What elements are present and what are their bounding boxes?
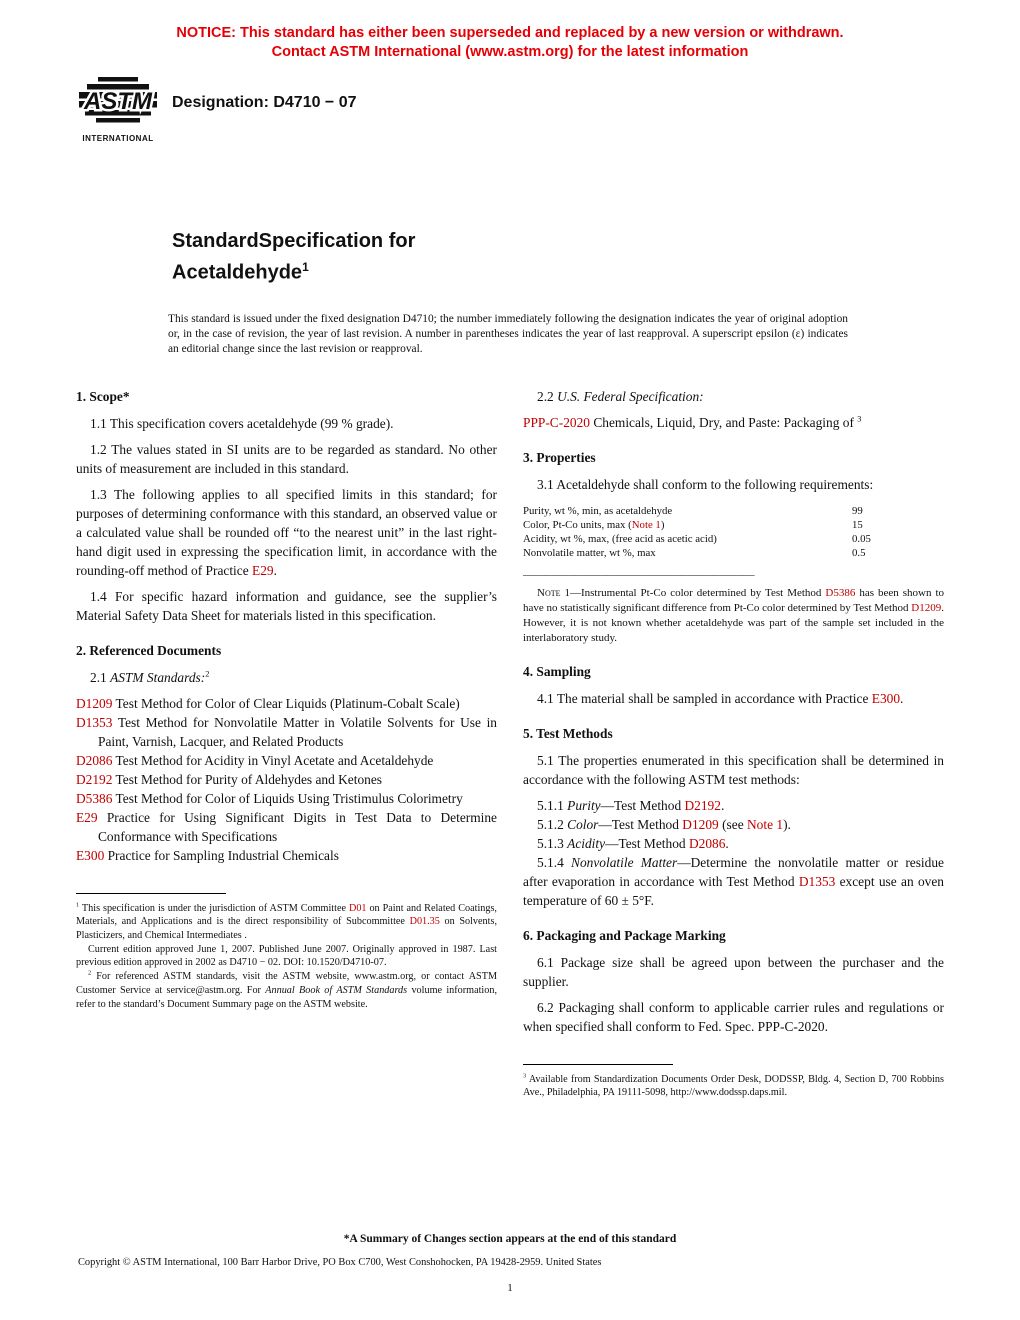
text-segment: Test Method for Color of Liquids Using Tristimulus Colorimetry — [112, 790, 463, 806]
std-ref-link[interactable]: E29 — [252, 562, 274, 578]
text-segment: . However, it is not known whether acetaldehyde was part of the sample set included in the interlaboratory study. — [523, 601, 944, 644]
std-ref-link[interactable]: D1209 — [911, 601, 942, 614]
text-segment: Current edition approved June 1, 2007. Published June 2007. Originally approved in 1987. Last previous edition approved in 2002 as D4710 − 02. DOI: 10.1520/D4710-07. — [76, 943, 497, 969]
property-label — [523, 532, 852, 546]
page-number: 1 — [507, 1282, 513, 1294]
text-segment: Test Method for Purity of Aldehydes and Ketones — [112, 771, 383, 787]
referenced-standard-item — [76, 770, 497, 789]
copyright-line: Copyright © ASTM International, 100 Barr Harbor Drive, PO Box C700, West Conshohocken, PA 19428-2959. United States — [78, 1257, 602, 1268]
properties-row — [523, 518, 944, 532]
text-segment: 2 — [88, 969, 92, 977]
text-segment: Nonvolatile matter, wt %, max — [523, 546, 656, 559]
title-block — [172, 228, 1020, 286]
section-5-heading: 5. Test Methods — [523, 725, 613, 741]
std-ref-link[interactable]: D2192 — [76, 771, 113, 787]
para-5-1-4 — [523, 853, 944, 910]
std-ref-link[interactable]: D5386 — [825, 586, 856, 599]
text-segment: Chemicals, Liquid, Dry, and Paste: Packaging of — [589, 414, 858, 430]
property-value: 99 — [852, 504, 863, 517]
right-column — [523, 387, 944, 1100]
section-3-heading: 3. Properties — [523, 449, 596, 465]
text-segment: 4.1 The material shall be sampled in accordance with Practice — [537, 690, 872, 706]
text-segment: Purity — [567, 797, 601, 813]
text-segment: Test Method for Nonvolatile Matter in Volatile Solvents for Use in Paint, Varnish, Lacquer, and Related Products — [98, 714, 497, 749]
property-label — [523, 546, 852, 560]
std-ref-link[interactable]: PPP-C-2020 — [523, 414, 590, 430]
astm-logo — [76, 76, 160, 143]
properties-row — [523, 504, 944, 518]
text-segment: on Paint and Related Coatings, Materials, and Applications and is the direct responsibility of Subcommittee — [76, 902, 497, 928]
std-ref-link[interactable]: E29 — [76, 809, 98, 825]
footnote-2 — [76, 970, 497, 1011]
text-segment: Test Method for Color of Clear Liquids (Platinum-Cobalt Scale) — [112, 695, 460, 711]
referenced-standard-item — [76, 713, 497, 751]
text-segment: 5.1.4 — [537, 854, 572, 870]
text-segment: Practice for Using Significant Digits in Test Data to Determine Conformance with Specifications — [97, 809, 497, 844]
text-segment: ASTM Standards: — [110, 669, 206, 685]
doc-title-line-1: StandardSpecification for — [172, 230, 416, 252]
para-4-1 — [523, 689, 944, 708]
text-segment: 2 — [205, 669, 210, 679]
text-segment: volume information, refer to the standard’s Document Summary page on the ASTM website. — [76, 984, 497, 1010]
title-footnote-mark: 1 — [302, 260, 309, 274]
text-segment: 3 — [523, 1072, 527, 1080]
std-ref-link[interactable]: D5386 — [76, 790, 113, 806]
std-ref-link[interactable]: D2192 — [684, 797, 721, 813]
text-segment: on Solvents, Plasticizers, and Chemical Intermediates . — [76, 916, 497, 942]
text-segment: Acidity, wt %, max, (free acid as acetic acid) — [523, 532, 717, 545]
text-segment: Note 1 — [537, 586, 570, 599]
para-1-1 — [76, 414, 497, 433]
text-segment: 1.4 For specific hazard information and guidance, see the supplier’s Material Safety Data Sheet for materials listed in this specification. — [76, 588, 497, 623]
std-ref-link[interactable]: Note 1 — [747, 816, 784, 832]
footnote-divider — [76, 893, 226, 894]
property-value: 0.05 — [852, 532, 871, 545]
section-4-heading: 4. Sampling — [523, 663, 591, 679]
text-segment: 5.1.2 — [537, 816, 568, 832]
property-label — [523, 518, 852, 532]
doc-title-word: Acetaldehyde — [172, 261, 303, 284]
section-1-heading: 1. Scope* — [76, 388, 130, 404]
text-segment: 3 — [857, 414, 862, 424]
footnote-divider — [523, 1064, 673, 1065]
text-segment: 6.1 Package size shall be agreed upon between the purchaser and the supplier. — [523, 954, 944, 989]
std-ref-link[interactable]: E300 — [871, 690, 901, 706]
text-segment: 5.1 The properties enumerated in this specification shall be determined in accordance with the following ASTM test methods: — [523, 752, 944, 787]
designation: Designation: D4710 − 07 — [172, 94, 357, 111]
notice-line-1: NOTICE: This standard has either been superseded and replaced by a new version or withdrawn. — [176, 25, 844, 41]
para-6-2 — [523, 998, 944, 1036]
page-footer — [0, 1233, 1020, 1294]
property-label — [523, 504, 852, 518]
std-ref-link[interactable]: D01.35 — [409, 916, 440, 928]
text-segment: except use an oven temperature of 60 ± 5°F. — [523, 873, 944, 908]
text-segment: ). — [783, 816, 791, 832]
issuance-statement: This standard is issued under the fixed designation D4710; the number immediately following the designation indicates the year of original adoption or, in the case of revision, the year of last revision. A number in parentheses indicates the year of last reapproval. A superscript epsilon (ε) indicates an editorial change since the last revision or reapproval. — [168, 312, 848, 355]
std-ref-link[interactable]: D2086 — [688, 835, 726, 851]
text-segment: has been shown to have no statistically significant difference from Pt-Co color determined by Test Method — [523, 586, 944, 614]
properties-row — [523, 532, 944, 546]
text-segment: 2.2 — [537, 388, 558, 404]
std-ref-link[interactable]: D1209 — [682, 816, 719, 832]
footnote-3 — [523, 1073, 944, 1100]
std-ref-link[interactable]: Note 1 — [631, 518, 661, 531]
para-5-1-2 — [523, 815, 944, 834]
doc-title-line-2 — [172, 254, 1020, 286]
text-segment: Acidity — [567, 835, 606, 851]
left-column — [76, 387, 497, 1100]
footnote-1-edition — [76, 943, 497, 970]
para-3-1 — [523, 475, 944, 494]
section-2-heading: 2. Referenced Documents — [76, 642, 222, 658]
text-segment: 3.1 Acetaldehyde shall conform to the following requirements: — [537, 476, 874, 492]
text-segment: 5.1.1 — [537, 797, 568, 813]
referenced-standard-item — [76, 789, 497, 808]
property-value: 0.5 — [852, 546, 866, 559]
std-ref-link[interactable]: D1209 — [76, 695, 113, 711]
referenced-standard-item — [76, 694, 497, 713]
std-ref-link[interactable]: D1353 — [798, 873, 836, 889]
text-segment: —Test Method — [598, 816, 683, 832]
text-segment: Practice for Sampling Industrial Chemicals — [104, 847, 339, 863]
referenced-standard-item — [76, 808, 497, 846]
text-segment: U.S. Federal Specification: — [557, 388, 704, 404]
properties-table — [523, 504, 944, 560]
para-5-1-3 — [523, 834, 944, 853]
std-ref-link[interactable]: D01 — [348, 902, 367, 914]
note-1 — [523, 586, 944, 646]
summary-of-changes-note: *A Summary of Changes section appears at the end of this standard — [343, 1233, 677, 1245]
section-6-heading: 6. Packaging and Package Marking — [523, 927, 726, 943]
para-6-1 — [523, 953, 944, 991]
para-2-2 — [523, 387, 944, 406]
text-segment: For referenced ASTM standards, visit the ASTM website, www.astm.org, or contact ASTM Customer Service at service@astm.org. For — [76, 971, 497, 996]
notice-line-2: Contact ASTM International (www.astm.org) for the latest information — [271, 44, 749, 60]
para-1-4 — [76, 587, 497, 625]
text-segment: Annual Book of ASTM Standards — [265, 984, 408, 996]
federal-spec-item — [523, 413, 944, 432]
astm-logo-icon — [78, 76, 158, 128]
para-2-1 — [76, 668, 497, 687]
table-note-divider: —————————————————————— — [523, 568, 754, 581]
std-ref-link[interactable]: D1353 — [76, 714, 113, 730]
text-segment: Available from Standardization Documents Order Desk, DODSSP, Bldg. 4, Section D, 700 Robbins Ave., Philadelphia, PA 19111-5098, http://www.dodssp.daps.mil. — [523, 1073, 944, 1099]
text-segment: 1.2 The values stated in SI units are to be regarded as standard. No other units of measurement are included in this standard. — [76, 441, 497, 476]
footnote-1 — [76, 902, 497, 943]
text-segment: This specification is under the jurisdiction of ASTM Committee — [79, 902, 349, 914]
text-segment: . — [725, 835, 729, 851]
text-segment: —Test Method — [605, 835, 689, 851]
std-ref-link[interactable]: D2086 — [76, 752, 113, 768]
text-segment: Color — [567, 816, 599, 832]
text-segment: —Test Method — [600, 797, 685, 813]
two-column-body — [76, 387, 944, 1100]
text-segment: . — [273, 562, 277, 578]
text-segment: 2.1 — [90, 669, 111, 685]
text-segment: —Determine the nonvolatile matter or residue after evaporation in accordance with Test Method — [523, 854, 944, 889]
text-segment: 1.3 The following applies to all specified limits in this standard; for purposes of determining conformance with this standard, an observed value or a calculated value shall be rounded off “to the nearest unit” in the last right-hand digit used in expressing the specification limit, in accordance with the rounding-off method of Practice — [76, 486, 497, 578]
std-ref-link[interactable]: E300 — [76, 847, 105, 863]
right-footnotes — [523, 1073, 944, 1100]
text-segment: Test Method for Acidity in Vinyl Acetate and Acetaldehyde — [112, 752, 434, 768]
text-segment: 1.1 This specification covers acetaldehyde (99 % grade). — [90, 415, 394, 431]
text-segment: Color, Pt-Co units, max ( — [523, 518, 632, 531]
svg-text:ASTM: ASTM — [84, 88, 152, 115]
text-segment: 5.1.3 — [537, 835, 568, 851]
text-segment: Nonvolatile Matter — [571, 854, 678, 870]
supersession-notice — [0, 0, 1020, 62]
referenced-standard-item — [76, 846, 497, 865]
para-1-3 — [76, 485, 497, 580]
properties-row — [523, 546, 944, 560]
text-segment: 6.2 Packaging shall conform to applicable carrier rules and regulations or when specified shall conform to Fed. Spec. PPP-C-2020. — [523, 999, 944, 1034]
text-segment: ) — [660, 518, 665, 531]
logo-international-label: INTERNATIONAL — [82, 134, 154, 143]
para-5-1 — [523, 751, 944, 789]
page-header — [0, 76, 1020, 172]
text-segment: 1 — [76, 901, 80, 909]
referenced-standard-item — [76, 751, 497, 770]
text-segment: —Instrumental Pt-Co color determined by Test Method — [569, 586, 826, 599]
para-5-1-1 — [523, 796, 944, 815]
para-1-2 — [76, 440, 497, 478]
property-value: 15 — [852, 518, 863, 531]
text-segment: (see — [718, 816, 747, 832]
left-footnotes — [76, 902, 497, 1012]
text-segment: . — [720, 797, 725, 813]
text-segment: . — [900, 690, 904, 706]
text-segment: Purity, wt %, min, as acetaldehyde — [523, 504, 673, 517]
